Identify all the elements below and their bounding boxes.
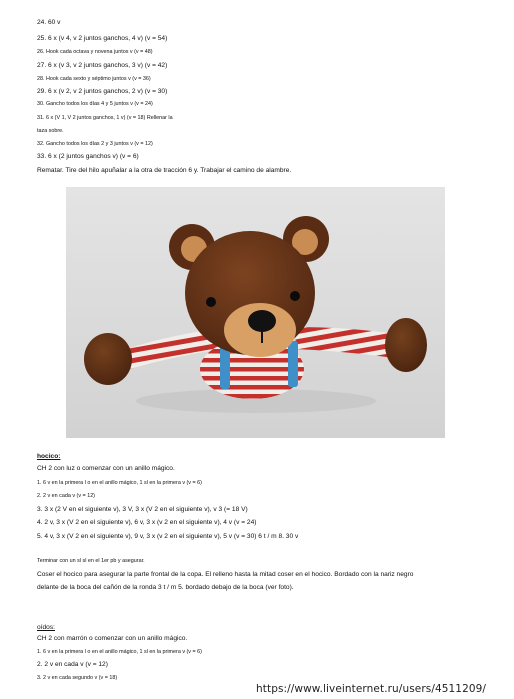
- teddy-bear-photo: [66, 187, 445, 438]
- hocico-line: CH 2 con luz o comenzar con un anillo mágico.: [37, 465, 175, 472]
- oidos-line: 2. 2 v en cada v (v = 12): [37, 661, 108, 668]
- hocico-line: 4. 2 v, 3 x (V 2 en el siguiente v), 6 v, 3 x (v 2 en el siguiente v), 4 v (v = 24): [37, 519, 257, 526]
- pattern-row-29: 29. 6 x (v 2, v 2 juntos ganchos, 2 v) (v = 30): [37, 88, 168, 95]
- hocico-line: Terminar con un sl sl en el 1er pb y asegurar.: [37, 558, 145, 564]
- hocico-line: Coser el hocico para asegurar la parte frontal de la copa. El relleno hasta la mitad coser en el hocico. Bordado con la nariz negro: [37, 571, 414, 578]
- hocico-line: 3. 3 x (2 V en el siguiente v), 3 V, 3 x (V 2 en el siguiente v), v 3 (= 18 V): [37, 506, 248, 513]
- pattern-row-26: 26. Hook cada octava y novena juntos v (v = 48): [37, 49, 153, 55]
- pattern-row-31-cont: taza sobre.: [37, 128, 64, 134]
- section-heading-hocico: hocico:: [37, 453, 61, 460]
- pattern-row-25: 25. 6 x (v 4, v 2 juntos ganchos, 4 v) (v = 54): [37, 35, 168, 42]
- pattern-row-32: 32. Gancho todos los días 2 y 3 juntos v (v = 12): [37, 141, 153, 147]
- pattern-row-33: 33. 6 x (2 juntos ganchos v) (v = 6): [37, 153, 139, 160]
- pattern-finish-note: Rematar. Tire del hilo apuñalar a la otra de tracción 6 y. Trabajar el camino de alambre.: [37, 167, 292, 174]
- hocico-line: 2. 2 v en cada v (v = 12): [37, 493, 95, 499]
- pattern-row-30: 30. Gancho todos los días 4 y 5 juntos v (v = 24): [37, 101, 153, 107]
- hocico-line: 5. 4 v, 3 x (V 2 en el siguiente v), 9 v, 3 x (v 2 en el siguiente v), 5 v (v = 30) 6 t / m 8. 30 v: [37, 533, 299, 540]
- oidos-line: 3. 2 v en cada segundo v (v = 18): [37, 675, 118, 681]
- pattern-row-24: 24. 60 v: [37, 19, 61, 26]
- hocico-line: delante de la boca del cañón de la ronda 3 t / m 5. bordado debajo de la boca (ver foto).: [37, 584, 294, 591]
- pattern-row-31: 31. 6 x (V 1, V 2 juntos ganchos, 1 v) (v = 18) Rellenar la: [37, 115, 173, 121]
- oidos-line: CH 2 con marrón o comenzar con un anillo mágico.: [37, 635, 188, 642]
- hocico-line: 1. 6 v en la primera l o en el anillo mágico, 1 sl en la primera v (v = 6): [37, 480, 202, 486]
- source-url-watermark: https://www.liveinternet.ru/users/4511209/: [256, 683, 487, 695]
- pattern-row-28: 28. Hook cada sexto y séptimo juntos v (v = 36): [37, 76, 151, 82]
- section-heading-oidos: oídos:: [37, 624, 55, 631]
- pattern-row-27: 27. 6 x (v 3, v 2 juntos ganchos, 3 v) (v = 42): [37, 62, 168, 69]
- oidos-line: 1. 6 v en la primera l o en el anillo mágico, 1 sl en la primera v (v = 6): [37, 649, 202, 655]
